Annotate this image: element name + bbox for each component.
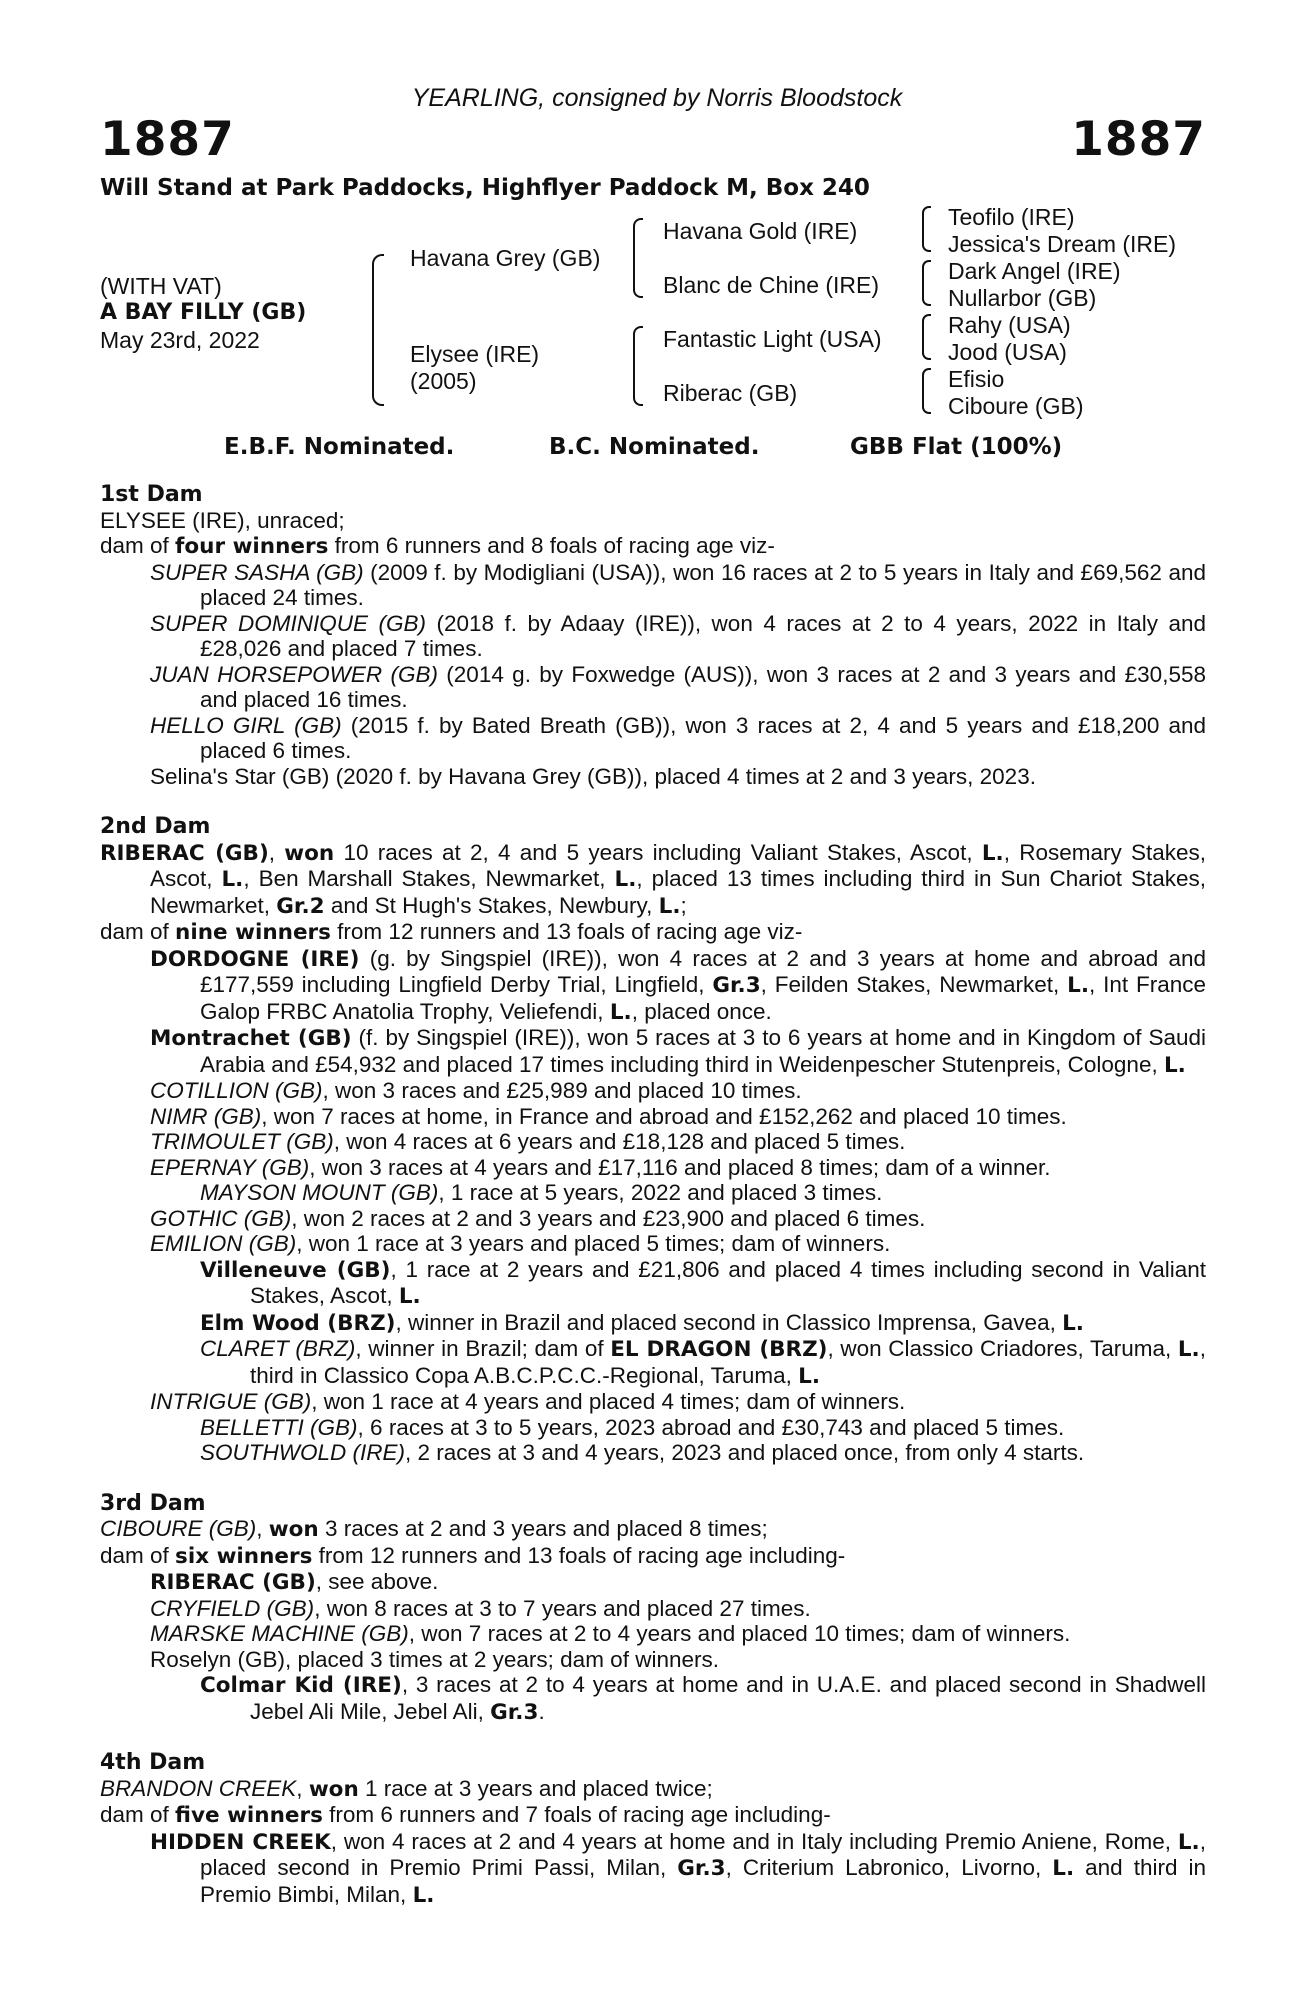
gen3-4: Nullarbor (GB) — [948, 285, 1097, 311]
dam-name: Elysee (IRE) — [410, 341, 540, 367]
gen3-5: Rahy (USA) — [948, 312, 1071, 338]
third-dam-line: CIBOURE (GB), won 3 races at 2 and 3 years and placed 8 times; — [100, 1516, 768, 1542]
fourth-dam-line: BRANDON CREEK, won 1 race at 3 years and placed twice; — [100, 1775, 713, 1802]
lot-number-left: 1887 — [100, 112, 235, 167]
sire-dam-name: Blanc de Chine (IRE) — [663, 272, 880, 298]
brace-sire — [633, 218, 643, 298]
brace-g4 — [922, 368, 931, 414]
gbb-flat: GBB Flat (100%) — [850, 434, 1063, 460]
fourth-dam-heading: 4th Dam — [100, 1750, 206, 1775]
gen3-7: Efisio — [948, 366, 1005, 392]
produce-entry: CRYFIELD (GB), won 8 races at 3 to 7 years and placed 27 times. — [150, 1595, 811, 1621]
bc-nominated: B.C. Nominated. — [549, 434, 760, 460]
sire-name: Havana Grey (GB) — [410, 245, 601, 271]
produce-entry: MARSKE MACHINE (GB), won 7 races at 2 to 4 years and placed 10 times; dam of winners. — [150, 1621, 1071, 1646]
fourth-dam-produce-summary: dam of five winners from 6 runners and 7 foals of racing age including- — [100, 1802, 831, 1828]
grand-produce-entry: CLARET (BRZ), winner in Brazil; dam of EL DRAGON (BRZ), won Classico Criadores, Taruma, L., third in Classico Copa A.B.C.P.C.C.-Regional, Taruma, L. — [200, 1336, 1206, 1389]
dam-sire-name: Fantastic Light (USA) — [663, 326, 882, 352]
grand-produce-entry: BELLETTI (GB), 6 races at 3 to 5 years, 2023 abroad and £30,743 and placed 5 times. — [200, 1414, 1065, 1440]
grand-produce-entry: Colmar Kid (IRE), 3 races at 2 to 4 years at home and in U.A.E. and placed second in Shadwell Jebel Ali Mile, Jebel Ali, Gr.3. — [200, 1672, 1207, 1725]
catalogue-body — [100, 482, 1206, 1908]
grand-produce-entry: SOUTHWOLD (IRE), 2 races at 3 and 4 years, 2023 and placed once, from only 4 starts. — [200, 1440, 1085, 1465]
produce-entry: EMILION (GB), won 1 race at 3 years and placed 5 times; dam of winners. — [150, 1231, 891, 1256]
produce-entry: DORDOGNE (IRE) (g. by Singspiel (IRE)), won 4 races at 2 and 3 years at home and abroad and £177,559 including Lingfield Derby Trial, Lingfield, Gr.3, Feilden Stakes, Newmarket, L., Int France Galop FRBC Anatolia Trophy, Veliefendi, L., placed once. — [150, 945, 1207, 1025]
second-dam-produce-summary: dam of nine winners from 12 runners and 13 foals of racing age viz- — [100, 919, 803, 945]
vat-note: (WITH VAT) — [100, 273, 222, 299]
grand-produce-entry: MAYSON MOUNT (GB), 1 race at 5 years, 2022 and placed 3 times. — [200, 1180, 883, 1205]
grand-produce-entry: Elm Wood (BRZ), winner in Brazil and placed second in Classico Imprensa, Gavea, L. — [200, 1309, 1084, 1336]
produce-entry: INTRIGUE (GB), won 1 race at 4 years and placed 4 times; dam of winners. — [150, 1389, 906, 1414]
produce-entry: Montrachet (GB) (f. by Singspiel (IRE)), won 5 races at 3 to 6 years at home and in Kingdom of Saudi Arabia and £54,932 and placed 17 times including third in Weidenpescher Stutenpreis, Cologne, L. — [150, 1025, 1206, 1078]
first-dam-line: ELYSEE (IRE), unraced; — [100, 507, 345, 533]
produce-entry: EPERNAY (GB), won 3 races at 4 years and £17,116 and placed 8 times; dam of a winner. — [150, 1154, 1051, 1180]
produce-entry: SUPER DOMINIQUE (GB) (2018 f. by Adaay (IRE)), won 4 races at 2 to 4 years, 2022 in Italy and £28,026 and placed 7 times. — [150, 610, 1206, 661]
brace-g1 — [922, 206, 931, 252]
brace-g2 — [922, 260, 931, 306]
second-dam-line: RIBERAC (GB), won 10 races at 2, 4 and 5 years including Valiant Stakes, Ascot, L., Rosemary Stakes, Ascot, L., Ben Marshall Stakes, Newmarket, L., placed 13 times including third in Sun Chariot Stakes, Newmarket, Gr.2 and St Hugh's Stakes, Newbury, L.; — [100, 839, 1207, 919]
lot-number-right: 1887 — [1071, 112, 1206, 167]
sire-sire-name: Havana Gold (IRE) — [663, 218, 858, 244]
dam-year: (2005) — [410, 368, 477, 394]
stand-location: Will Stand at Park Paddocks, Highflyer Paddock M, Box 240 — [100, 175, 870, 201]
third-dam-heading: 3rd Dam — [100, 1490, 206, 1516]
consignment-line: YEARLING, consigned by Norris Bloodstock — [411, 84, 903, 112]
first-dam-produce-summary: dam of four winners from 6 runners and 8 foals of racing age viz- — [100, 533, 775, 559]
horse-dob: May 23rd, 2022 — [100, 327, 260, 353]
second-dam-heading: 2nd Dam — [100, 814, 211, 839]
produce-entry: JUAN HORSEPOWER (GB) (2014 g. by Foxwedge (AUS)), won 3 races at 2 and 3 years and £30,558 and placed 16 times. — [150, 661, 1206, 712]
gen3-6: Jood (USA) — [948, 339, 1067, 365]
gen3-8: Ciboure (GB) — [948, 393, 1084, 419]
dam-dam-name: Riberac (GB) — [663, 380, 798, 406]
produce-entry: Roselyn (GB), placed 3 times at 2 years; dam of winners. — [150, 1646, 719, 1672]
produce-entry: NIMR (GB), won 7 races at home, in France and abroad and £152,262 and placed 10 times. — [150, 1103, 1067, 1129]
brace-g3 — [922, 314, 931, 360]
gen3-1: Teofilo (IRE) — [948, 204, 1075, 230]
horse-name: A BAY FILLY (GB) — [100, 300, 307, 325]
produce-entry: HIDDEN CREEK, won 4 races at 2 and 4 years at home and in Italy including Premio Aniene, Rome, L., placed second in Premio Primi Passi, Milan, Gr.3, Criterium Labronico, Livorno, L. and third in Premio Bimbi, Milan, L. — [150, 1828, 1206, 1908]
gen3-2: Jessica's Dream (IRE) — [948, 231, 1177, 257]
produce-entry: GOTHIC (GB), won 2 races at 2 and 3 years and £23,900 and placed 6 times. — [150, 1205, 926, 1231]
brace-dam — [633, 326, 643, 406]
third-dam-produce-summary: dam of six winners from 12 runners and 13 foals of racing age including- — [100, 1542, 846, 1569]
produce-entry: SUPER SASHA (GB) (2009 f. by Modigliani (USA)), won 16 races at 2 to 5 years in Italy and £69,562 and placed 24 times. — [150, 559, 1206, 610]
brace-main — [372, 254, 384, 406]
produce-entry: RIBERAC (GB), see above. — [150, 1569, 439, 1595]
produce-entry: TRIMOULET (GB), won 4 races at 6 years and £18,128 and placed 5 times. — [150, 1129, 906, 1154]
produce-entry: COTILLION (GB), won 3 races and £25,989 and placed 10 times. — [150, 1078, 802, 1103]
grand-produce-entry: Villeneuve (GB), 1 race at 2 years and £21,806 and placed 4 times including second in Valiant Stakes, Ascot, L. — [200, 1256, 1206, 1309]
produce-entry: Selina's Star (GB) (2020 f. by Havana Grey (GB)), placed 4 times at 2 and 3 years, 2023. — [150, 763, 1036, 789]
produce-entry: HELLO GIRL (GB) (2015 f. by Bated Breath (GB)), won 3 races at 2, 4 and 5 years and £18,200 and placed 6 times. — [150, 712, 1207, 763]
gen3-3: Dark Angel (IRE) — [948, 258, 1121, 284]
ebf-nominated: E.B.F. Nominated. — [224, 434, 455, 460]
first-dam-heading: 1st Dam — [100, 482, 203, 507]
